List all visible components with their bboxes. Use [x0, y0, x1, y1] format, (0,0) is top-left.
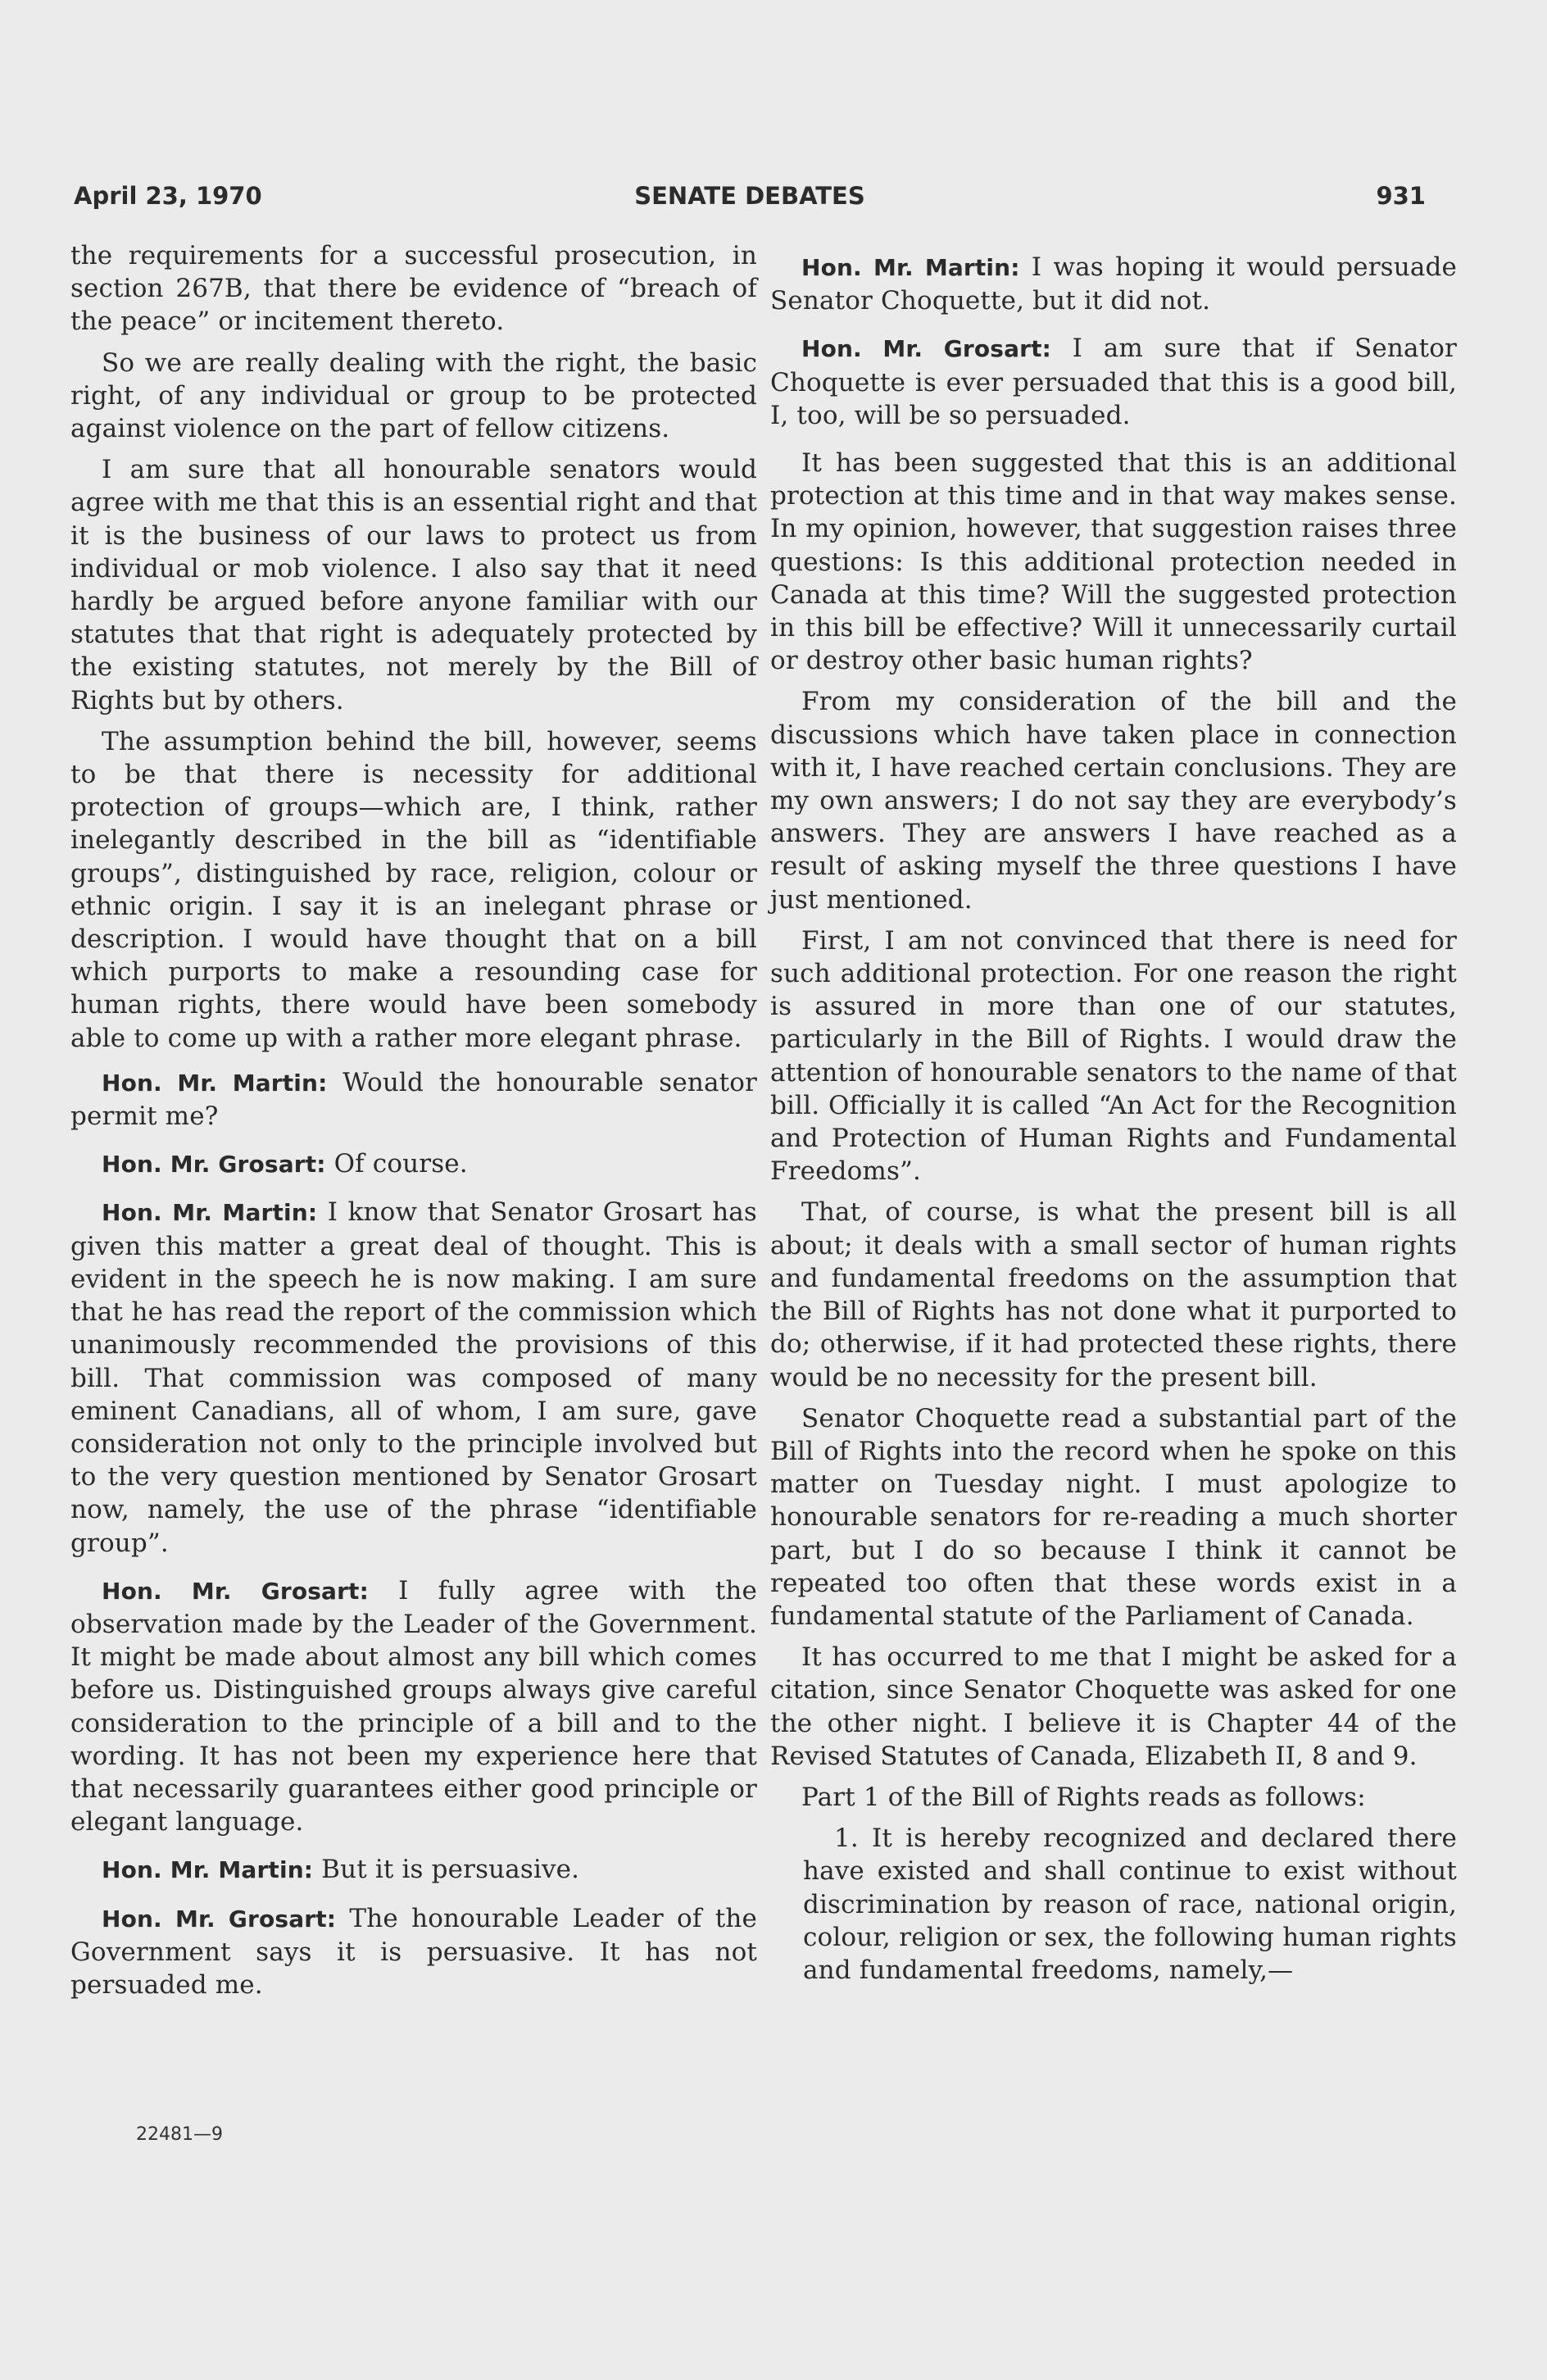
speech-paragraph: [70, 1196, 757, 1559]
speaker-name: Hon. Mr. Martin:: [102, 1856, 314, 1884]
speech-text: I know that Senator Grosart has given this matter a great deal of thought. This is evident in the speech he is now making. I am sure that he has read the report of the commission which unanimously recommended the provisions of this bill. That commission was composed of many eminent Canadians, all of whom, I am sure, gave consideration not only to the principle involved but to the very question mentioned by Senator Grosart now, namely, the use of the phrase “identifiable group”.: [70, 1197, 757, 1558]
speaker-name: Hon. Mr. Grosart:: [102, 1151, 326, 1179]
speech-paragraph: [70, 1147, 757, 1181]
paragraph: I am sure that all honourable senators would agree with me that this is an essential right and that it is the business of our laws to protect us from individual or mob violence. I also say that it need hardly be argued before anyone familiar with our statutes that that right is adequately protected by the existing statutes, not merely by the Bill of Rights but by others.: [70, 455, 757, 715]
paragraph: From my consideration of the bill and the discussions which have taken place in connection with it, I have reached certain conclusions. They are my own answers; I do not say they are everybody’s answers. They are answers I have reached as a result of asking myself the three questions I have just mentioned.: [770, 687, 1457, 915]
paragraph: First, I am not convinced that there is need for such additional protection. For one reason the right is assured in more than one of our statutes, particularly in the Bill of Rights. I would draw the attention of honourable senators to the name of that bill. Officially it is called “An Act for the Recognition and Protection of Human Rights and Fundamental Freedoms”.: [770, 925, 1457, 1187]
paragraph: The assumption behind the bill, however, seems to be that there is necessity for additional protection of groups—which are, I think, rather inelegantly described in the bill as “identifiable groups”, distinguished by race, religion, colour or ethnic origin. I say it is an inelegant phrase or description. I would have thought that on a bill which purports to make a resounding case for human rights, there would have been somebody able to come up with a rather more elegant phrase.: [70, 726, 757, 1053]
header-title: SENATE DEBATES: [634, 182, 865, 210]
paragraph: Part 1 of the Bill of Rights reads as follows:: [801, 1782, 1366, 1812]
page-number: 931: [1376, 182, 1426, 210]
speech-text: Would the honourable senator permit me?: [70, 1067, 757, 1132]
speech-paragraph: [70, 1853, 757, 1887]
speech-paragraph: [70, 1066, 757, 1133]
speaker-name: Hon. Mr. Grosart:: [102, 1577, 369, 1605]
speech-text: The honourable Leader of the Government says it is persuasive. It has not persuaded me.: [70, 1903, 757, 2000]
paragraph: Senator Choquette read a substantial part of the Bill of Rights into the record when he spoke on this matter on Tuesday night. I must apologize to honourable senators for re-reading a much shorter part, but I do so because I think it cannot be repeated too often that these words exist in a fundamental statute of the Parliament of Canada.: [770, 1403, 1457, 1631]
speech-text: But it is persuasive.: [321, 1855, 580, 1885]
speech-paragraph: [70, 1574, 757, 1839]
paragraph: It has been suggested that this is an additional protection at this time and in that way makes sense. In my opinion, however, that suggestion raises three questions: Is this additional protection needed in Canada at this time? Will the suggested protection in this bill be effective? Will it unnecessarily curtail or destroy other basic human rights?: [770, 448, 1457, 676]
speaker-name: Hon. Mr. Grosart:: [102, 1905, 337, 1933]
speech-paragraph: [70, 1902, 757, 2002]
speaker-name: Hon. Mr. Martin:: [801, 254, 1020, 281]
printing-code: 22481—9: [136, 2124, 223, 2145]
paragraph: That, of course, is what the present bill is all about; it deals with a small sector of human rights and fundamental freedoms on the assumption that the Bill of Rights has not done what it purported to do; otherwise, if it had protected these rights, there would be no necessity for the present bill.: [770, 1197, 1457, 1392]
speech-paragraph: [770, 332, 1457, 432]
quoted-statute: 1. It is hereby recognized and declared there have existed and shall continue to exist without discrimination by reason of race, national origin, colour, religion or sex, the following human rights and fundamental freedoms, namely,—: [803, 1824, 1457, 1985]
left-column: [70, 239, 757, 2016]
speaker-name: Hon. Mr. Grosart:: [801, 335, 1051, 363]
header-date: April 23, 1970: [74, 182, 262, 210]
paragraph: So we are really dealing with the right, the basic right, of any individual or group to be protected against violence on the part of fellow citizens.: [70, 347, 757, 444]
speech-paragraph: [770, 251, 1457, 317]
speech-text: I fully agree with the observation made by the Leader of the Government. It might be made about almost any bill which comes before us. Distinguished groups always give careful consideration to the principle of a bill and to the wording. It has not been my experience here that that necessarily guarantees either good principle or elegant language.: [70, 1575, 757, 1837]
right-column: [770, 239, 1457, 1995]
page-header: [74, 182, 1426, 223]
paragraph: It has occurred to me that I might be asked for a citation, since Senator Choquette was asked for one the other night. I believe it is Chapter 44 of the Revised Statutes of Canada, Elizabeth II, 8 and 9.: [770, 1642, 1457, 1771]
speech-text: I am sure that if Senator Choquette is ever persuaded that this is a good bill, I, too, will be so persuaded.: [770, 334, 1457, 430]
speech-text: Of course.: [333, 1149, 468, 1179]
paragraph: the requirements for a successful prosecution, in section 267B, that there be evidence of “breach of the peace” or incitement thereto.: [70, 241, 757, 337]
speech-text: I was hoping it would persuade Senator Choquette, but it did not.: [770, 252, 1457, 316]
speaker-name: Hon. Mr. Martin:: [102, 1199, 318, 1227]
speaker-name: Hon. Mr. Martin:: [102, 1069, 328, 1097]
